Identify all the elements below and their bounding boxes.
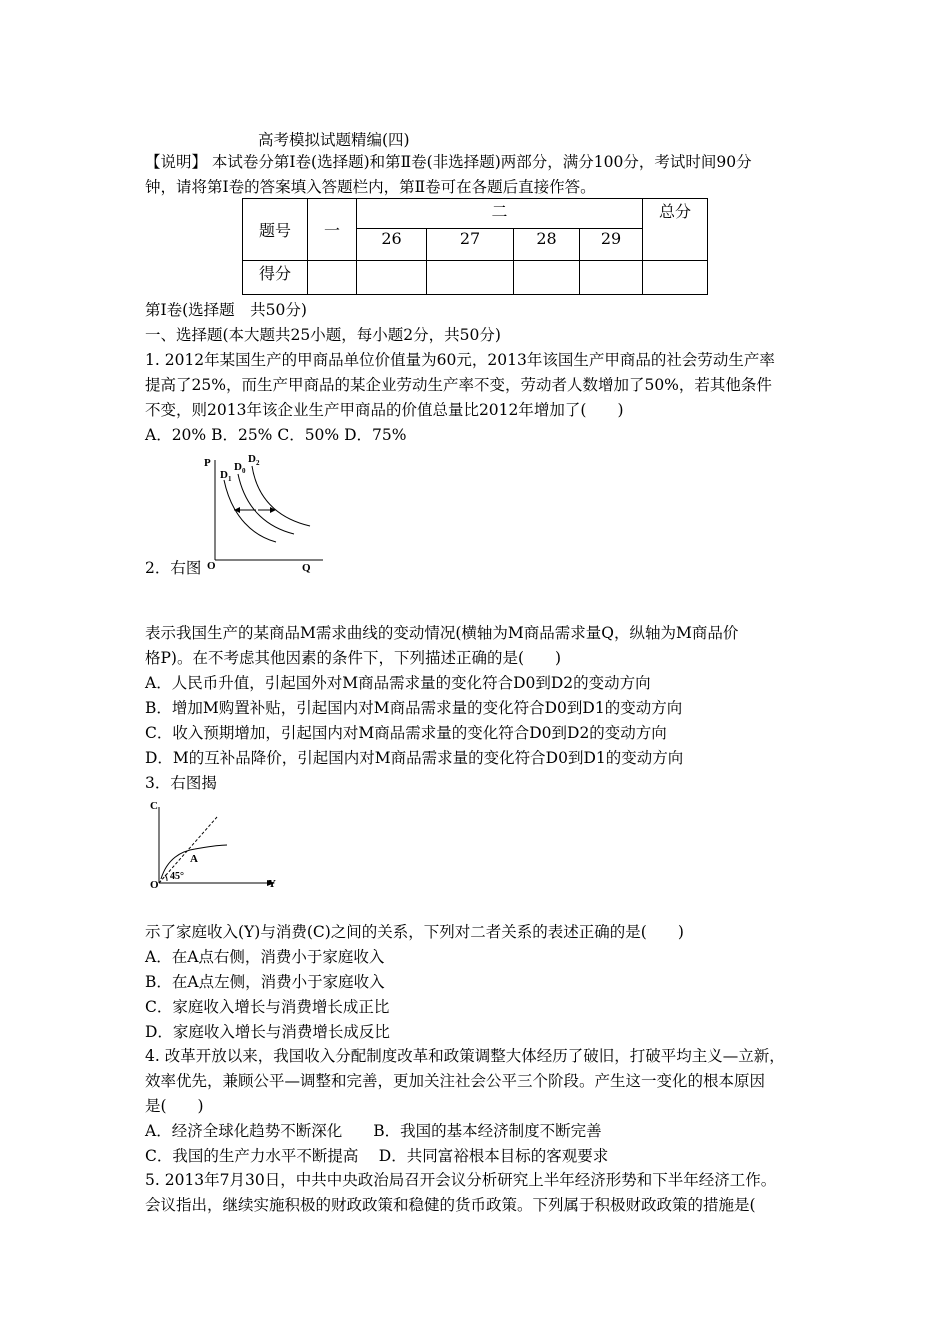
graph-d2-label: $D_2$ [248,453,260,467]
header-question-number: 题号 [243,199,308,261]
q3-option-c: C．家庭收入增长与消费增长成正比 [145,998,390,1016]
score-cell-28[interactable] [514,261,580,295]
graph-q-label: Q [302,562,311,574]
q2-option-b: B．增加M购置补贴，引起国内对M商品需求量的变化符合D0到D1的变动方向 [145,699,683,717]
graph-d0-label: $D_0$ [234,461,246,475]
q5-line-2: 会议指出，继续实施积极的财政政策和稳健的货币政策。下列属于积极财政政策的措施是( [145,1196,756,1214]
q1-line-1: 1. 2012年某国生产的甲商品单位价值量为60元，2013年该国生产甲商品的社会劳动生产率 [145,351,775,369]
score-cell-26[interactable] [357,261,427,295]
part-one-heading: 第Ⅰ卷(选择题 共50分) [145,301,307,319]
instructions-line-2: 钟，请将第Ⅰ卷的答案填入答题栏内，第Ⅱ卷可在各题后直接作答。 [145,178,596,196]
header-q27: 27 [427,229,514,261]
exam-title: 高考模拟试题精编(四) [258,131,410,149]
graph-y-label: Y [268,878,276,890]
graph-d1-label: $D_1$ [220,469,232,483]
q1-options: A．20% B．25% C．50% D．75% [145,426,407,444]
score-cell-one[interactable] [308,261,357,295]
q3-option-a: A．在A点右侧，消费小于家庭收入 [145,948,385,966]
q2-line-1: 表示我国生产的某商品M需求曲线的变动情况(横轴为M商品需求量Q，纵轴为M商品价 [145,624,739,642]
graph-p-label: P [204,457,211,469]
score-cell-27[interactable] [427,261,514,295]
instructions-line-1: 【说明】 本试卷分第Ⅰ卷(选择题)和第Ⅱ卷(非选择题)两部分，满分100分，考试时间90分 [145,153,752,171]
q4-options-cd: C．我国的生产力水平不断提高 D．共同富裕根本目标的客观要求 [145,1147,609,1165]
header-part-two: 二 [357,199,643,229]
consumption-income-graph [145,795,285,895]
q2-option-a: A．人民币升值，引起国外对M商品需求量的变化符合D0到D2的变动方向 [145,674,651,692]
q2-line-2: 格P)。在不考虑其他因素的条件下，下列描述正确的是( ) [145,649,562,667]
header-q26: 26 [357,229,427,261]
score-cell-29[interactable] [580,261,643,295]
header-part-one: 一 [308,199,357,261]
q3-line-1: 示了家庭收入(Y)与消费(C)之间的关系，下列对二者关系的表述正确的是( ) [145,923,684,941]
graph-origin-label: O [207,560,216,572]
q1-line-2: 提高了25%，而生产甲商品的某企业劳动生产率不变，劳动者人数增加了50%，若其他条件 [145,376,772,394]
q3-option-b: B．在A点左侧，消费小于家庭收入 [145,973,385,991]
row-score-label: 得分 [243,261,308,295]
graph-point-a-label: A [190,853,198,865]
q2-option-c: C．收入预期增加，引起国内对M商品需求量的变化符合D0到D2的变动方向 [145,724,667,742]
graph-angle-label: 45° [170,871,184,882]
q4-options-ab: A．经济全球化趋势不断深化 B．我国的基本经济制度不断完善 [145,1122,602,1140]
q3-option-d: D．家庭收入增长与消费增长成反比 [145,1023,390,1041]
header-total: 总分 [643,199,708,261]
q4-line-1: 4. 改革开放以来，我国收入分配制度改革和政策调整大体经历了破旧，打破平均主义—立新， [145,1047,785,1065]
section-intro: 一、选择题(本大题共25小题，每小题2分，共50分) [145,326,501,344]
score-table [242,198,708,295]
q5-line-1: 5. 2013年7月30日，中共中央政治局召开会议分析研究上半年经济形势和下半年经济工作。 [145,1171,777,1189]
q2-lead: 2．右图 [145,559,202,577]
q3-lead: 3．右图揭 [145,774,217,792]
header-q28: 28 [514,229,580,261]
q2-option-d: D．M的互补品降价，引起国内对M商品需求量的变化符合D0到D1的变动方向 [145,749,684,767]
graph3-origin-label: O [150,879,159,891]
q4-line-3: 是( ) [145,1097,204,1115]
graph-c-label: C [150,800,158,812]
q4-line-2: 效率优先，兼顾公平—调整和完善，更加关注社会公平三个阶段。产生这一变化的根本原因 [145,1072,766,1090]
q1-line-3: 不变，则2013年该企业生产甲商品的价值总量比2012年增加了( ) [145,401,624,419]
header-q29: 29 [580,229,643,261]
score-cell-total[interactable] [643,261,708,295]
demand-curve-graph [198,450,328,575]
